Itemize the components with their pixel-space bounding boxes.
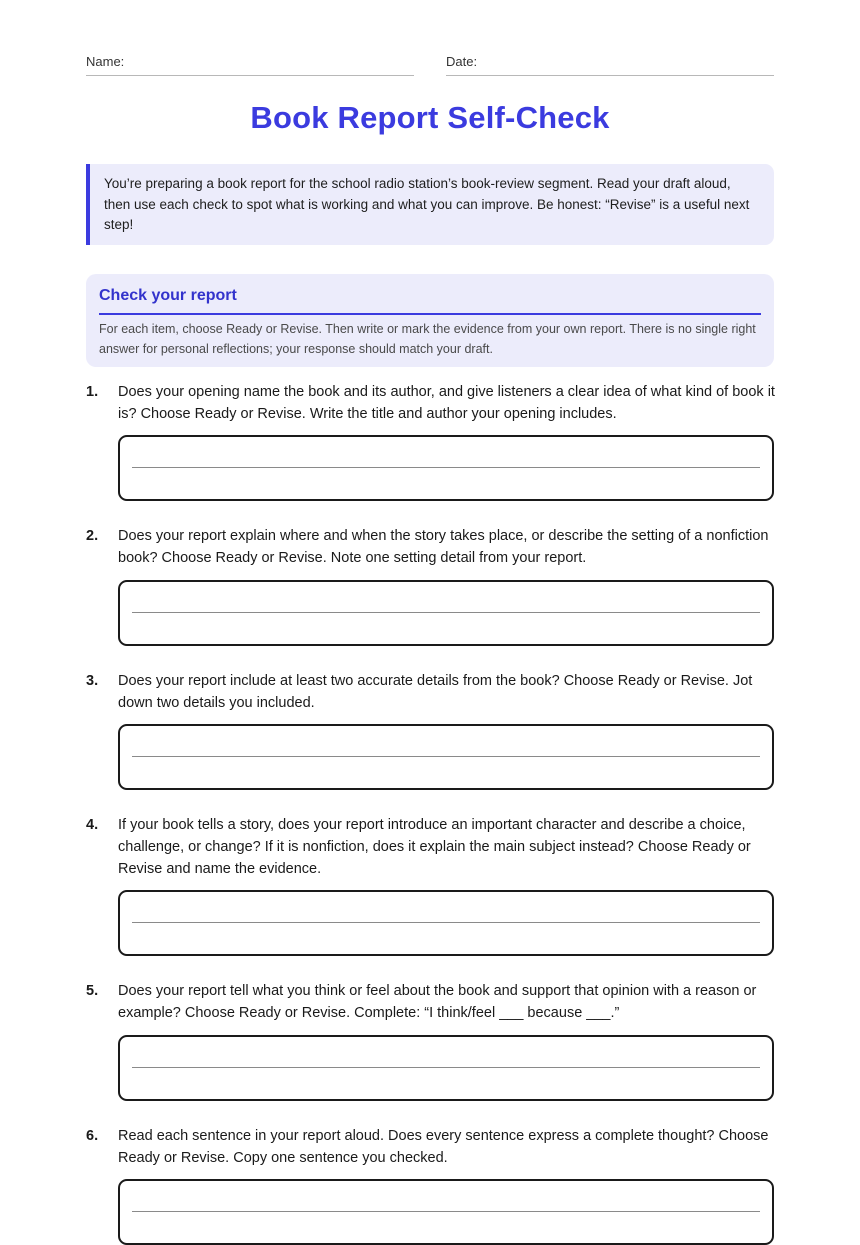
question-number: 1.: [86, 384, 99, 400]
question-text: Does your opening name the book and its author, and give listeners a clear idea of what kind of book it is? Choose Ready or Revise. Write the title and author your opening includes.: [118, 384, 775, 422]
question-number: 3.: [86, 673, 99, 689]
question-number: 6.: [86, 1128, 99, 1144]
name-field[interactable]: [86, 52, 414, 76]
answer-line: [132, 756, 760, 757]
name-label: Name:: [86, 54, 125, 69]
check-heading: Check your report: [99, 286, 761, 315]
answer-box[interactable]: [118, 1179, 774, 1245]
answer-box[interactable]: [118, 724, 774, 790]
question-text: Does your report tell what you think or feel about the book and support that opinion with a reason or example? Choose Ready or Revise. Complete: “I think/feel ___ because ___.”: [118, 983, 757, 1021]
answer-line: [132, 612, 760, 613]
question-number: 4.: [86, 817, 99, 833]
date-label: Date:: [446, 54, 478, 69]
date-field[interactable]: [446, 52, 774, 76]
answer-box[interactable]: [118, 1035, 774, 1101]
question-number: 2.: [86, 528, 99, 544]
question-number: 5.: [86, 983, 99, 999]
question-text: If your book tells a story, does your report introduce an important character and describe a choice, challenge, or change? If it is nonfiction, does it explain the main subject instead? Choose Ready or Revise and name the evidence.: [118, 817, 751, 877]
question-text: Does your report explain where and when the story takes place, or describe the setting of a nonfiction book? Choose Ready or Revise. Note one setting detail from your report.: [118, 528, 769, 566]
check-instructions: For each item, choose Ready or Revise. Then write or mark the evidence from your own report. There is no single right answer for personal reflections; your response should match your draft.: [99, 322, 756, 356]
answer-line: [132, 467, 760, 468]
question-text: Read each sentence in your report aloud. Does every sentence express a complete thought? Choose Ready or Revise. Copy one sentence you checked.: [118, 1128, 769, 1166]
answer-box[interactable]: [118, 580, 774, 646]
intro-callout: You’re preparing a book report for the school radio station’s book-review segment. Read your draft aloud, then use each check to spot what is working and what you can improve. Be honest: “Revise” is a useful next step!: [86, 164, 774, 245]
answer-box[interactable]: [118, 890, 774, 956]
answer-line: [132, 1067, 760, 1068]
answer-line: [132, 1211, 760, 1212]
page-title: Book Report Self-Check: [250, 100, 610, 135]
name-date-row: [86, 52, 774, 76]
check-section-header: [86, 274, 774, 367]
answer-box[interactable]: [118, 435, 774, 501]
question-text: Does your report include at least two accurate details from the book? Choose Ready or Revise. Jot down two details you included.: [118, 673, 753, 711]
answer-line: [132, 922, 760, 923]
